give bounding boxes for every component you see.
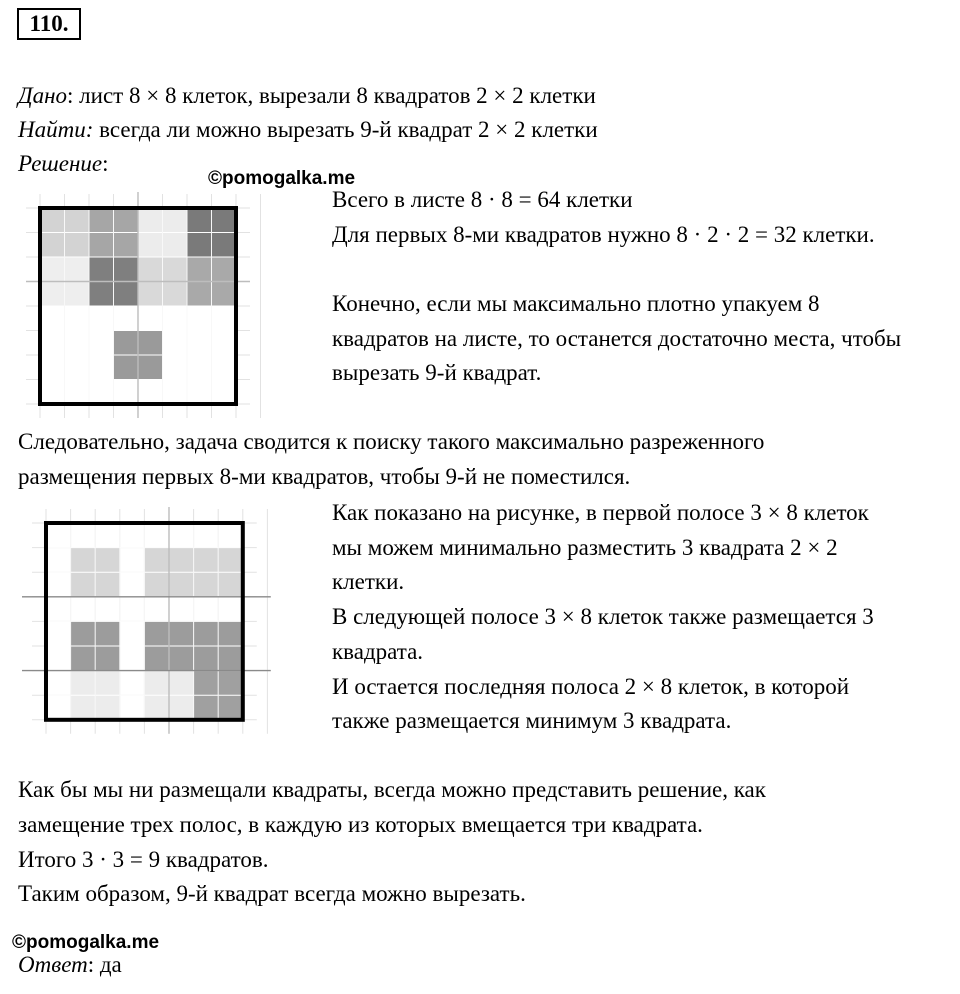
para1-line-1: Всего в листе 8 · 8 = 64 клетки bbox=[332, 187, 633, 212]
para4-line-7: также размещается минимум 3 квадрата. bbox=[332, 708, 732, 733]
find-line bbox=[18, 116, 598, 143]
solution-line bbox=[18, 150, 109, 177]
given-text: : лист 8 × 8 клеток, вырезали 8 квадратов 2 × 2 клетки bbox=[67, 83, 596, 108]
para5-line-3: Итого 3 · 3 = 9 квадратов. bbox=[18, 847, 269, 872]
figure-dense-packing bbox=[22, 185, 272, 420]
para3-line-2: размещения первых 8-ми квадратов, чтобы 9-й не поместился. bbox=[18, 464, 631, 489]
watermark-top: ©pomogalka.me bbox=[208, 168, 356, 189]
para4-line-6: И остается последняя полоса 2 × 8 клеток, в которой bbox=[332, 674, 850, 699]
para5-line-2: замещение трех полос, в каждую из которых вмещается три квадрата. bbox=[18, 812, 703, 837]
given-label: Дано bbox=[18, 83, 68, 108]
para2-line-3: вырезать 9-й квадрат. bbox=[332, 360, 542, 385]
para5-line-1: Как бы мы ни размещали квадраты, всегда можно представить решение, как bbox=[18, 777, 766, 802]
para2-line-1: Конечно, если мы максимально плотно упакуем 8 bbox=[332, 291, 820, 316]
find-text: всегда ли можно вырезать 9-й квадрат 2 × 2 клетки bbox=[93, 117, 598, 142]
figure-sparse-packing bbox=[22, 505, 297, 740]
para5-line-4: Таким образом, 9-й квадрат всегда можно вырезать. bbox=[18, 881, 526, 906]
para3-line-1: Следовательно, задача сводится к поиску такого максимально разреженного bbox=[18, 429, 765, 454]
answer-line bbox=[18, 951, 122, 978]
solution-label: Решение bbox=[18, 151, 103, 176]
solution-colon: : bbox=[102, 151, 109, 176]
given-line bbox=[18, 82, 596, 109]
para4-line-3: клетки. bbox=[332, 569, 405, 594]
para4-line-1: Как показано на рисунке, в первой полосе 3 × 8 клеток bbox=[332, 500, 869, 525]
find-label: Найти: bbox=[18, 117, 94, 142]
problem-number: 110. bbox=[17, 8, 81, 40]
answer-text: : да bbox=[87, 952, 122, 977]
para4-line-5: квадрата. bbox=[332, 639, 424, 664]
watermark-bottom: ©pomogalka.me bbox=[12, 932, 160, 953]
para4-line-2: мы можем минимально разместить 3 квадрата 2 × 2 bbox=[332, 535, 838, 560]
para1-line-2: Для первых 8-ми квадратов нужно 8 · 2 · 2 = 32 клетки. bbox=[332, 222, 875, 247]
answer-label: Ответ bbox=[18, 952, 88, 977]
para4-line-4: В следующей полосе 3 × 8 клеток также размещается 3 bbox=[332, 604, 874, 629]
para2-line-2: квадратов на листе, то останется достаточно места, чтобы bbox=[332, 326, 902, 351]
